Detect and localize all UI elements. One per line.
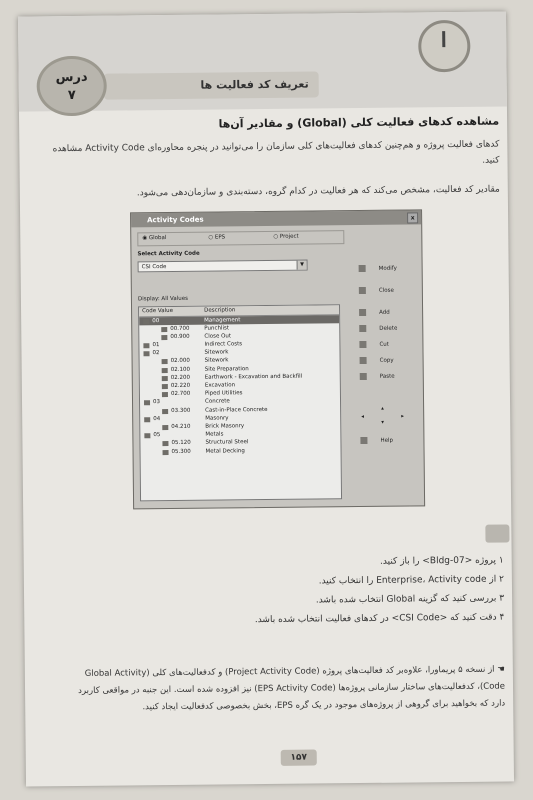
step-item: ۱ پروژه <Bldg-07> را باز کنید. — [379, 555, 504, 567]
code-description: Cast-in-Place Concrete — [205, 406, 268, 414]
close-button[interactable] — [357, 284, 415, 297]
cut-button[interactable] — [357, 338, 415, 351]
dialog-titlebar — [131, 210, 421, 227]
step-item: ۳ بررسی کنید که گزینه Global انتخاب شده باشد. — [315, 593, 505, 606]
code-value: 02 — [152, 350, 160, 357]
dialog-title: Activity Codes — [147, 215, 204, 225]
column-header[interactable]: Description — [204, 307, 236, 314]
scope-radio-group — [137, 230, 344, 246]
code-value: 05.300 — [171, 448, 191, 455]
code-group-icon — [143, 351, 149, 356]
code-description: Masonry — [205, 415, 229, 422]
modify-icon — [359, 265, 366, 272]
lesson-badge-number: ۷ — [67, 87, 76, 104]
code-value: 02.200 — [170, 374, 191, 381]
select-activity-code-label: Select Activity Code — [137, 250, 200, 258]
button-label: Add — [379, 309, 390, 316]
code-value: 04 — [153, 415, 161, 422]
radio-eps[interactable]: ○ EPS — [208, 234, 226, 241]
paragraph: کدهای فعالیت پروژه و هم‌چنین کدهای فعالیت‌های کلی سازمان را می‌توانید در پنجره محاوره‌ای Activity Code مشاهده کنید. — [52, 139, 500, 166]
code-value-icon — [162, 409, 168, 414]
code-description: Metal Decking — [205, 447, 245, 455]
code-value: 02.220 — [170, 382, 191, 389]
close-icon — [359, 287, 366, 294]
code-value: 04.210 — [171, 423, 191, 430]
step-item: ۴ دقت کنید که <CSI Code> در کدهای فعالیت انتخاب شده باشد. — [254, 612, 505, 626]
code-value: 03.300 — [171, 407, 191, 414]
button-label: Paste — [379, 373, 395, 380]
cut-icon — [359, 341, 366, 348]
code-value-icon — [162, 425, 168, 430]
code-description: Piped Utilities — [204, 390, 243, 397]
code-value: 05 — [153, 432, 161, 439]
code-value-icon — [161, 327, 167, 332]
code-value: 05.120 — [171, 440, 191, 447]
column-header[interactable]: Code Value — [142, 307, 174, 315]
code-description: Concrete — [204, 398, 230, 406]
paste-icon — [360, 373, 367, 380]
code-value: 02.700 — [170, 390, 191, 398]
button-label: Modify — [378, 265, 397, 272]
delete-button[interactable] — [357, 322, 415, 335]
button-label: Copy — [379, 357, 394, 364]
step-item: ۲ از Enterprise، Activity code را انتخاب کنید. — [318, 574, 504, 587]
paste-button[interactable] — [358, 370, 416, 383]
code-group-icon — [144, 401, 150, 406]
code-value: 03 — [152, 399, 161, 406]
code-description: Site Preparation — [204, 365, 249, 373]
display-filter[interactable]: Display: All Values — [137, 295, 188, 303]
code-value: 00.700 — [170, 325, 190, 332]
button-label: Cut — [379, 341, 389, 348]
code-value-tree[interactable] — [138, 304, 342, 501]
code-value-icon — [161, 335, 167, 340]
code-value-icon — [162, 441, 168, 446]
code-description: Sitework — [204, 349, 229, 356]
book-page — [18, 11, 514, 786]
arrow-right-icon[interactable]: ▸ — [401, 413, 404, 420]
help-button[interactable] — [358, 434, 416, 447]
help-icon — [360, 437, 367, 444]
code-value: 02.100 — [170, 366, 190, 373]
code-group-icon — [143, 343, 149, 348]
tree-row[interactable] — [141, 446, 341, 456]
code-value: 00 — [152, 317, 160, 324]
close-icon[interactable]: x — [407, 212, 418, 223]
code-description: Structural Steel — [205, 439, 249, 446]
code-description: Metals — [205, 431, 224, 438]
button-label: Delete — [379, 325, 398, 332]
code-value-icon — [162, 359, 168, 364]
copy-icon — [360, 357, 367, 364]
code-value-icon — [162, 384, 168, 389]
note-paragraph: ☚ از نسخه ۵ پریماورا، علاوه‌بر کد فعالیت‌های پروژه (Project Activity Code) و کدفعالیت‌های کلی (Global Activity Code)، کدفعالیت‌های ساختار سازمانی پروژه‌ها (EPS Activity Code) نیز افزوده شده است. این جنبه در مواقعی کاربرد دارد که بخواهید برای گروهی از پروژه‌های موجود در یک گره EPS، بخش بخصوصی کدفعالیت ایجاد کنید. — [78, 664, 506, 713]
add-button[interactable] — [357, 306, 415, 319]
code-value: 02.000 — [170, 358, 190, 365]
task-icon — [485, 524, 509, 542]
code-value: 00.900 — [170, 333, 190, 340]
code-description: Sitework — [204, 357, 229, 365]
code-description: Brick Masonry — [205, 423, 245, 430]
chevron-down-icon[interactable]: ▼ — [297, 261, 307, 270]
code-description: Close Out — [204, 333, 232, 340]
copy-button[interactable] — [358, 354, 416, 367]
button-label: Close — [378, 287, 394, 294]
arrow-up-icon[interactable]: ▴ — [381, 405, 384, 412]
code-value-icon — [162, 376, 168, 381]
lesson-badge-word: درس — [55, 69, 88, 86]
code-description: Excavation — [204, 382, 236, 389]
code-description: Earthwork - Excavation and Backfill — [204, 373, 303, 381]
code-description: Management — [204, 316, 241, 324]
page-number: ۱۵۷ — [281, 749, 317, 765]
button-column — [357, 262, 417, 444]
code-value: 01 — [152, 342, 160, 349]
move-arrows — [361, 405, 413, 430]
lesson-title: تعریف کد فعالیت ها — [104, 71, 319, 99]
add-icon — [359, 309, 366, 316]
code-description: Punchlist — [204, 325, 230, 332]
delete-icon — [359, 325, 366, 332]
paragraph: مقادیر کد فعالیت، مشخص می‌کند که هر فعالیت در کدام گروه، دسته‌بندی و سازمان‌دهی می‌شود. — [136, 184, 500, 199]
button-label: Help — [380, 437, 394, 444]
radio-project[interactable]: ○ Project — [273, 233, 299, 240]
steps-list — [174, 552, 505, 631]
activity-code-select[interactable]: CSI Code ▼ — [138, 260, 308, 273]
section-heading: مشاهده کدهای فعالیت کلی (Global) و مقادیر آن‌ها — [218, 114, 500, 131]
code-group-icon — [144, 433, 150, 438]
modify-button[interactable] — [357, 262, 415, 275]
activity-codes-dialog — [130, 209, 425, 509]
radio-global[interactable]: ◉ Global — [142, 235, 167, 242]
code-value-icon — [162, 392, 168, 397]
arrow-left-icon[interactable]: ◂ — [361, 413, 364, 421]
arrow-down-icon[interactable]: ▾ — [381, 419, 385, 426]
code-group-icon — [143, 319, 149, 324]
tree-rows — [139, 315, 340, 456]
code-value-icon — [162, 368, 168, 373]
stopwatch-icon — [418, 20, 471, 73]
code-group-icon — [144, 417, 150, 422]
code-description: Indirect Costs — [204, 341, 243, 348]
code-value-icon — [163, 450, 169, 455]
